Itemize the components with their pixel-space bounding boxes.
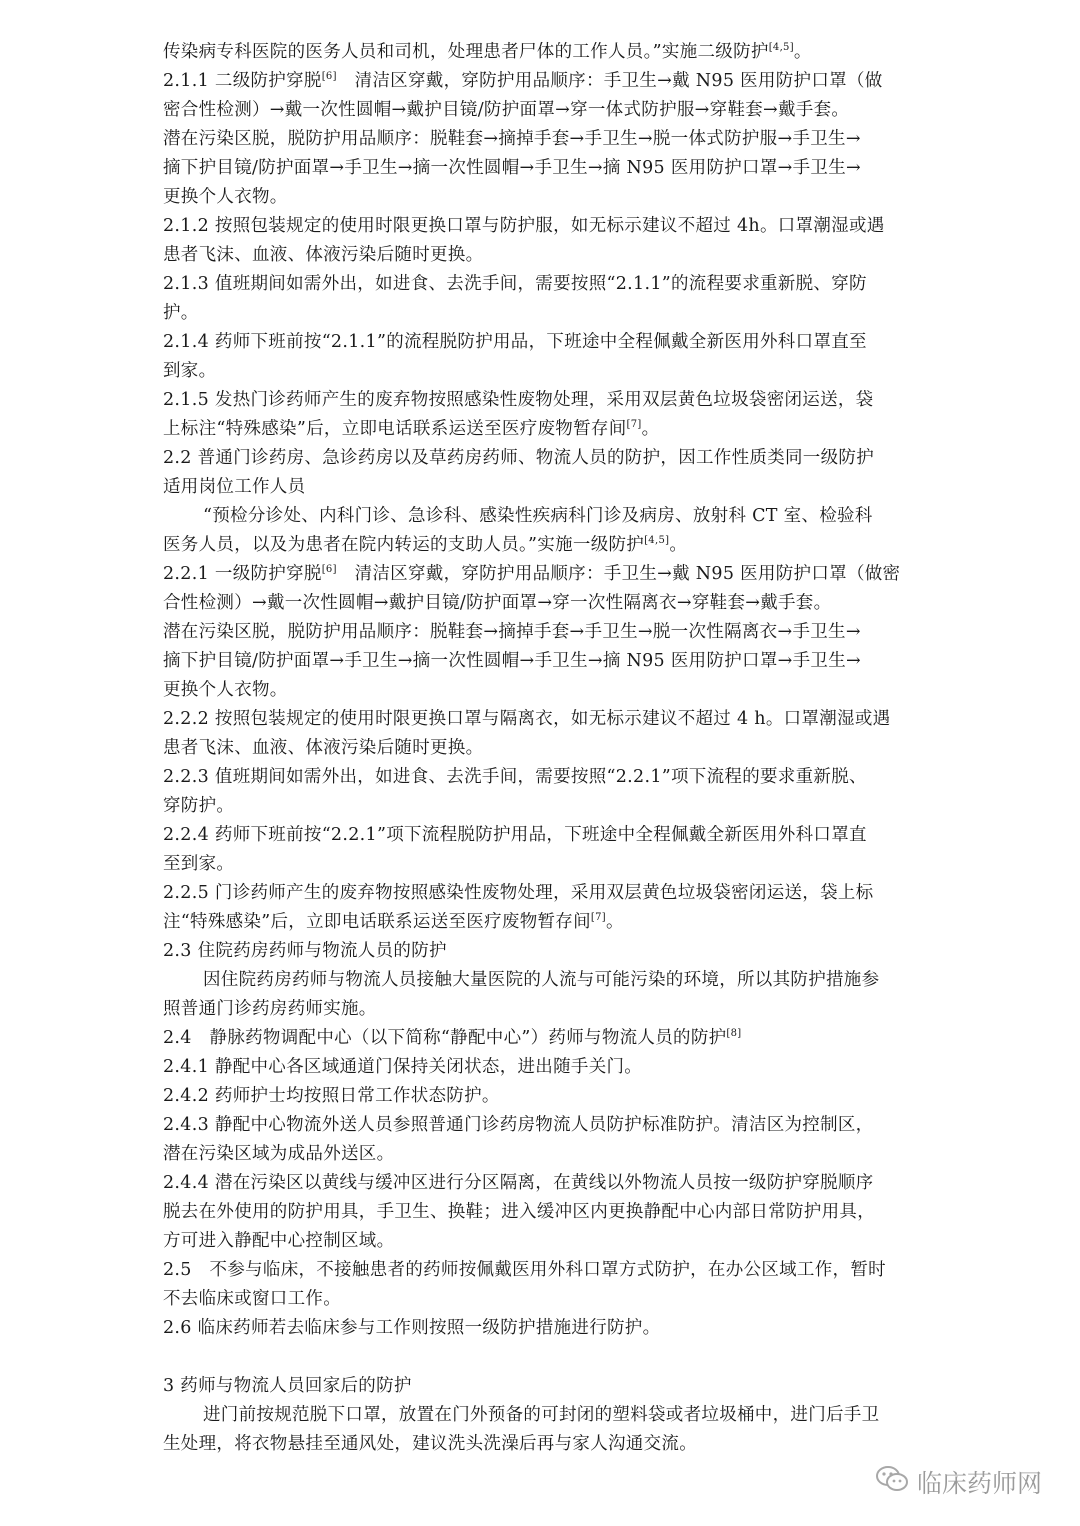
line-text: 2.1.5 发热门诊药师产生的废弃物按照感染性废物处理，采用双层黄色垃圾袋密闭运送，袋 (163, 390, 874, 410)
blank-line (163, 1343, 923, 1372)
line-text: 2.2.3 值班期间如需外出，如进食、去洗手间，需要按照“2.2.1”项下流程的要求重新脱、 (163, 767, 867, 787)
text-line (163, 879, 923, 908)
text-line (163, 821, 923, 850)
text-line (163, 357, 923, 386)
line-text: 2.2.5 门诊药师产生的废弃物按照感染性废物处理，采用双层黄色垃圾袋密闭运送，袋上标 (163, 883, 874, 903)
line-text: 因住院药房药师与物流人员接触大量医院的人流与可能污染的环境，所以其防护措施参 (203, 970, 880, 990)
text-line (163, 328, 923, 357)
citation-superscript: [7] (626, 419, 642, 430)
line-text: 2.6 临床药师若去临床参与工作则按照一级防护措施进行防护。 (163, 1318, 661, 1338)
line-text: 摘下护目镜/防护面罩→手卫生→摘一次性圆帽→手卫生→摘 N95 医用防护口罩→手卫生→ (163, 651, 861, 671)
line-text: 2.4.2 药师护士均按照日常工作状态防护。 (163, 1086, 500, 1106)
text-line (163, 1430, 923, 1459)
text-line (163, 937, 923, 966)
line-text: “预检分诊处、内科门诊、急诊科、感染性疾病科门诊及病房、放射科 CT 室、检验科 (203, 506, 873, 526)
line-text-after: 清洁区穿戴，穿防护用品顺序：手卫生→戴 N95 医用防护口罩（做密 (336, 564, 901, 584)
line-text: 患者飞沫、血液、体液污染后随时更换。 (163, 245, 484, 265)
text-line (163, 1140, 923, 1169)
text-line (163, 183, 923, 212)
citation-superscript: [4,5] (768, 42, 794, 53)
line-text: 生处理，将衣物悬挂至通风处，建议洗头洗澡后再与家人沟通交流。 (163, 1434, 697, 1454)
text-line (163, 1053, 923, 1082)
line-text-after: 。 (793, 42, 812, 62)
line-text: 2.4.4 潜在污染区以黄线与缓冲区进行分区隔离，在黄线以外物流人员按一级防护穿脱顺序 (163, 1173, 874, 1193)
text-line (163, 270, 923, 299)
line-text-after: 。 (641, 419, 660, 439)
line-text: 合性检测）→戴一次性圆帽→戴护目镜/防护面罩→穿一次性隔离衣→穿鞋套→戴手套。 (163, 593, 832, 613)
text-line (163, 96, 923, 125)
text-line (163, 154, 923, 183)
text-line (163, 1169, 923, 1198)
line-text: 方可进入静配中心控制区域。 (163, 1231, 395, 1251)
line-text: 密合性检测）→戴一次性圆帽→戴护目镜/防护面罩→穿一体式防护服→穿鞋套→戴手套。 (163, 100, 850, 120)
line-text: 2.2.4 药师下班前按“2.2.1”项下流程脱防护用品，下班途中全程佩戴全新医用外科口罩直 (163, 825, 867, 845)
line-text: 注“特殊感染”后，立即电话联系运送至医疗废物暂存间 (163, 912, 591, 932)
text-line (163, 850, 923, 879)
line-text: 传染病专科医院的医务人员和司机，处理患者尸体的工作人员。”实施二级防护 (163, 42, 769, 62)
line-text: 2.2.1 一级防护穿脱 (163, 564, 322, 584)
line-text: 2.4.1 静配中心各区域通道门保持关闭状态，进出随手关门。 (163, 1057, 643, 1077)
line-text: 2.1.2 按照包装规定的使用时限更换口罩与防护服，如无标示建议不超过 4h。口罩潮湿或遇 (163, 216, 885, 236)
line-text: 穿防护。 (163, 796, 235, 816)
line-text: 2.1.3 值班期间如需外出，如进食、去洗手间，需要按照“2.1.1”的流程要求重新脱、穿防 (163, 274, 867, 294)
line-text: 护。 (163, 303, 199, 323)
line-text: 潜在污染区脱，脱防护用品顺序：脱鞋套→摘掉手套→手卫生→脱一次性隔离衣→手卫生→ (163, 622, 861, 642)
line-text: 更换个人衣物。 (163, 680, 288, 700)
line-text: 2.2.2 按照包装规定的使用时限更换口罩与隔离衣，如无标示建议不超过 4 h。口罩潮湿或遇 (163, 709, 891, 729)
text-line (163, 212, 923, 241)
text-line (163, 386, 923, 415)
text-line (163, 473, 923, 502)
text-line (163, 531, 923, 560)
text-line (163, 67, 923, 96)
text-line (163, 38, 923, 67)
text-line (163, 1227, 923, 1256)
line-text: 潜在污染区域为成品外送区。 (163, 1144, 395, 1164)
citation-superscript: [4,5] (644, 535, 670, 546)
watermark (875, 1462, 1042, 1502)
citation-superscript: [6] (321, 564, 337, 575)
line-text: 3 药师与物流人员回家后的防护 (163, 1376, 412, 1396)
line-text: 摘下护目镜/防护面罩→手卫生→摘一次性圆帽→手卫生→摘 N95 医用防护口罩→手卫生→ (163, 158, 861, 178)
text-line (163, 1372, 923, 1401)
citation-superscript: [7] (590, 912, 606, 923)
line-text: 2.2 普通门诊药房、急诊药房以及草药房药师、物流人员的防护，因工作性质类同一级防护 (163, 448, 874, 468)
line-text: 2.4.3 静配中心物流外送人员参照普通门诊药房物流人员防护标准防护。清洁区为控制区， (163, 1115, 874, 1135)
line-text: 2.1.4 药师下班前按“2.1.1”的流程脱防护用品，下班途中全程佩戴全新医用外科口罩直至 (163, 332, 867, 352)
text-line (163, 241, 923, 270)
citation-superscript: [8] (726, 1028, 742, 1039)
watermark-text: 临床药师网 (916, 1469, 1042, 1498)
text-line (163, 1024, 923, 1053)
line-text: 照普通门诊药房药师实施。 (163, 999, 377, 1019)
text-line (163, 589, 923, 618)
text-line (163, 560, 923, 589)
line-text: 2.5 不参与临床，不接触患者的药师按佩戴医用外科口罩方式防护，在办公区域工作，暂时 (163, 1260, 886, 1280)
line-text-after: 。 (669, 535, 688, 555)
line-text: 适用岗位工作人员 (163, 477, 306, 497)
text-line (163, 415, 923, 444)
text-line (163, 763, 923, 792)
line-text: 至到家。 (163, 854, 235, 874)
document-body (163, 38, 923, 1459)
text-line (163, 995, 923, 1024)
text-line (163, 618, 923, 647)
text-line (163, 966, 923, 995)
line-text: 进门前按规范脱下口罩，放置在门外预备的可封闭的塑料袋或者垃圾桶中，进门后手卫 (203, 1405, 880, 1425)
text-line (163, 502, 923, 531)
line-text: 到家。 (163, 361, 217, 381)
line-text: 患者飞沫、血液、体液污染后随时更换。 (163, 738, 484, 758)
text-line (163, 705, 923, 734)
line-text: 上标注“特殊感染”后，立即电话联系运送至医疗废物暂存间 (163, 419, 627, 439)
text-line (163, 676, 923, 705)
text-line (163, 792, 923, 821)
text-line (163, 1401, 923, 1430)
text-line (163, 1256, 923, 1285)
line-text: 脱去在外使用的防护用具，手卫生、换鞋；进入缓冲区内更换静配中心内部日常防护用具， (163, 1202, 875, 1222)
text-line (163, 1111, 923, 1140)
text-line (163, 444, 923, 473)
line-text: 医务人员，以及为患者在院内转运的支助人员。”实施一级防护 (163, 535, 645, 555)
wechat-icon (875, 1464, 917, 1500)
line-text: 2.1.1 二级防护穿脱 (163, 71, 322, 91)
text-line (163, 299, 923, 328)
text-line (163, 647, 923, 676)
line-text: 更换个人衣物。 (163, 187, 288, 207)
line-text-after: 清洁区穿戴，穿防护用品顺序：手卫生→戴 N95 医用防护口罩（做 (336, 71, 883, 91)
line-text: 潜在污染区脱，脱防护用品顺序：脱鞋套→摘掉手套→手卫生→脱一体式防护服→手卫生→ (163, 129, 861, 149)
text-line (163, 908, 923, 937)
text-line (163, 1082, 923, 1111)
line-text-after: 。 (605, 912, 624, 932)
text-line (163, 1314, 923, 1343)
line-text: 2.3 住院药房药师与物流人员的防护 (163, 941, 447, 961)
citation-superscript: [6] (321, 71, 337, 82)
text-line (163, 1198, 923, 1227)
text-line (163, 125, 923, 154)
line-text: 不去临床或窗口工作。 (163, 1289, 341, 1309)
text-line (163, 734, 923, 763)
text-line (163, 1285, 923, 1314)
line-text: 2.4 静脉药物调配中心（以下简称“静配中心”）药师与物流人员的防护 (163, 1028, 727, 1048)
